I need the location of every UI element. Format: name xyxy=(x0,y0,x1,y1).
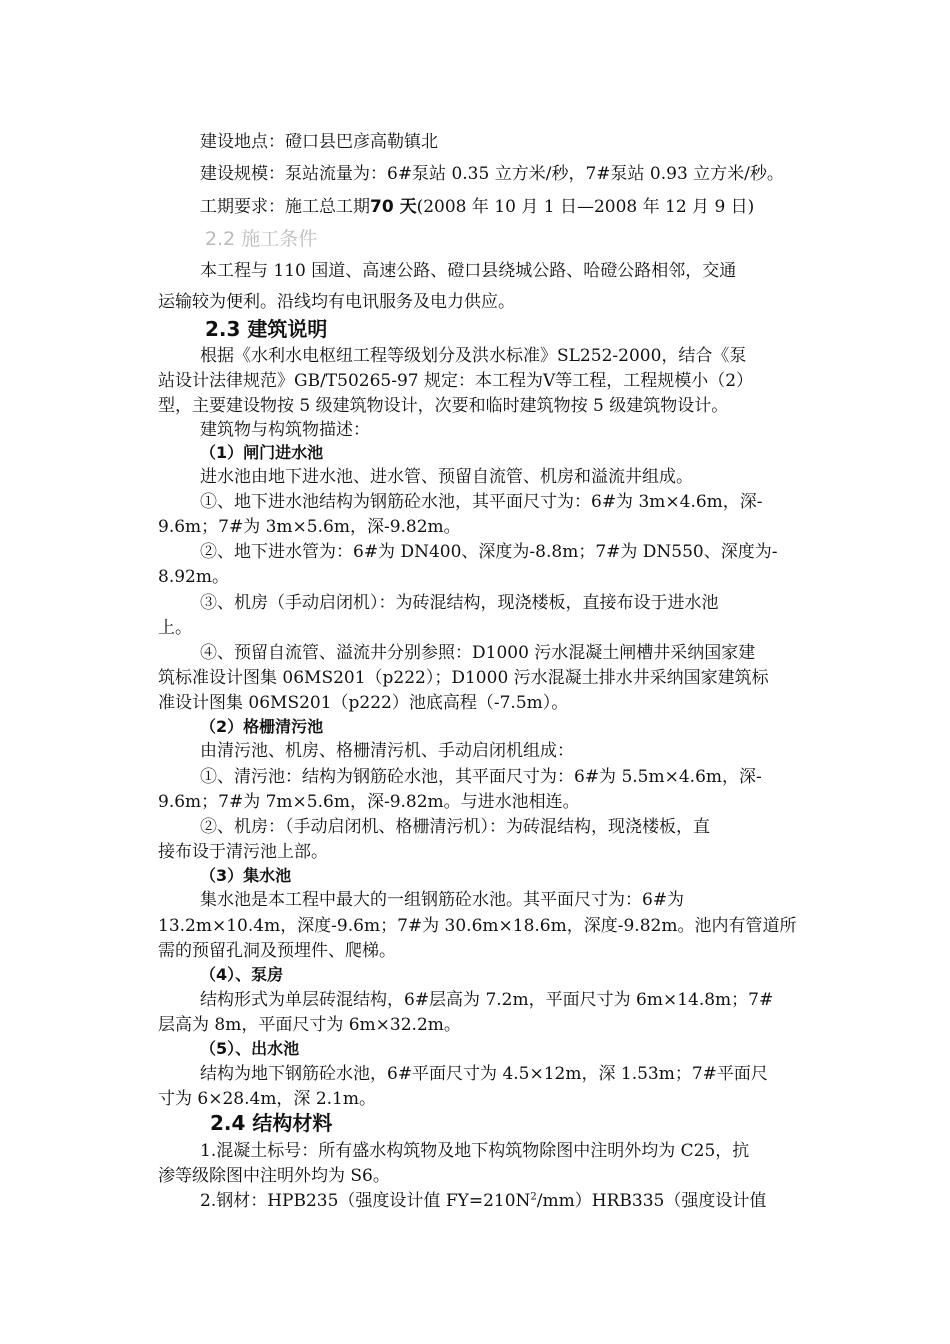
paragraph-line: ①、清污池：结构为钢筋砼水池，其平面尺寸为：6#为 5.5m×4.6m，深- xyxy=(200,767,762,787)
paragraph-line: 渗等级除图中注明外均为 S6。 xyxy=(158,1166,390,1186)
period-label: 工期要求： xyxy=(200,197,285,217)
paragraph-line: 准设计图集 06MS201（p222）池底高程（-7.5m）。 xyxy=(158,693,569,713)
paragraph-line: 结构形式为单层砖混结构，6#层高为 7.2m，平面尺寸为 6m×14.8m；7# xyxy=(200,990,774,1010)
period-days: 70 天 xyxy=(370,197,417,217)
scale-line xyxy=(200,163,784,185)
paragraph-line: 需的预留孔洞及预埋件、爬梯。 xyxy=(158,941,396,961)
section-2-3-title: 2.3 建筑说明 xyxy=(205,317,328,341)
subsection-5-title: （5）、出水池 xyxy=(200,1039,300,1058)
subsection-1-title: （1）闸门进水池 xyxy=(200,443,324,462)
location-value: 磴口县巴彦高勒镇北 xyxy=(285,132,438,152)
steel-suffix: /mm）HRB335（强度设计值 xyxy=(536,1191,767,1211)
paragraph-line: 13.2m×10.4m，深度-9.6m；7#为 30.6m×18.6m，深度-9.82m。池内有管道所 xyxy=(158,916,797,936)
paragraph-line: 型，主要建设物按 5 级建筑物设计，次要和临时建筑物按 5 级建筑物设计。 xyxy=(158,396,729,416)
scale-value: 泵站流量为：6#泵站 0.35 立方米/秒，7#泵站 0.93 立方米/秒。 xyxy=(285,164,784,184)
paragraph-line: ①、地下进水池结构为钢筋砼水池，其平面尺寸为：6#为 3m×4.6m，深- xyxy=(200,492,763,512)
paragraph-line: 9.6m；7#为 3m×5.6m，深-9.82m。 xyxy=(158,517,461,537)
section-2-2-title: 2.2 施工条件 xyxy=(205,228,318,250)
paragraph-line: 9.6m；7#为 7m×5.6m，深-9.82m。与进水池相连。 xyxy=(158,792,580,812)
steel-prefix: 2.钢材：HPB235（强度设计值 FY=210N xyxy=(200,1191,531,1211)
subsection-2-title: （2）格栅清污池 xyxy=(200,717,324,736)
paragraph-line: 寸为 6×28.4m，深 2.1m。 xyxy=(158,1089,376,1109)
paragraph-line: 集水池是本工程中最大的一组钢筋砼水池。其平面尺寸为：6#为 xyxy=(200,890,685,910)
paragraph-line: 结构为地下钢筋砼水池，6#平面尺寸为 4.5×12m，深 1.53m；7#平面尺 xyxy=(200,1064,768,1084)
paragraph-line: 本工程与 110 国道、高速公路、磴口县绕城公路、哈磴公路相邻，交通 xyxy=(200,261,737,281)
section-2-4-title: 2.4 结构材料 xyxy=(210,1111,333,1135)
paragraph-line: 1.混凝土标号：所有盛水构筑物及地下构筑物除图中注明外均为 C25，抗 xyxy=(200,1141,750,1161)
location-line xyxy=(200,131,438,153)
period-suffix: (2008 年 10 月 1 日—2008 年 12 月 9 日) xyxy=(416,197,755,217)
subsection-4-title: （4）、泵房 xyxy=(200,965,284,984)
paragraph-line: 站设计法律规范》GB/T50265-97 规定：本工程为Ⅴ等工程，工程规模小（2） xyxy=(158,371,754,391)
paragraph-line: ②、机房：（手动启闭机、格栅清污机）：为砖混结构，现浇楼板，直 xyxy=(200,817,710,837)
steel-line xyxy=(200,1190,766,1212)
paragraph-line: ②、地下进水管为：6#为 DN400、深度为-8.8m；7#为 DN550、深度为- xyxy=(200,542,778,562)
paragraph-line: 根据《水利水电枢纽工程等级划分及洪水标准》SL252-2000，结合《泵 xyxy=(200,346,747,366)
paragraph-line: 层高为 8m，平面尺寸为 6m×32.2m。 xyxy=(158,1015,461,1035)
location-label: 建设地点： xyxy=(200,132,285,152)
paragraph-line: ③、机房（手动启闭机）：为砖混结构，现浇楼板，直接布设于进水池 xyxy=(200,593,719,613)
scale-label: 建设规模： xyxy=(200,164,285,184)
period-line xyxy=(200,196,754,218)
paragraph-line: 8.92m。 xyxy=(158,567,229,587)
period-prefix: 施工总工期 xyxy=(285,197,370,217)
subsection-3-title: （3）集水池 xyxy=(200,866,292,885)
paragraph-line: 接布设于清污池上部。 xyxy=(158,842,328,862)
superscript: 2 xyxy=(530,1191,537,1203)
paragraph-line: ④、预留自流管、溢流井分别参照：D1000 污水混凝土闸槽井采纳国家建 xyxy=(200,643,756,663)
paragraph-line: 建筑物与构筑物描述： xyxy=(200,420,370,440)
paragraph-line: 运输较为便利。沿线均有电讯服务及电力供应。 xyxy=(158,292,515,312)
paragraph-line: 进水池由地下进水池、进水管、预留自流管、机房和溢流井组成。 xyxy=(200,467,693,487)
paragraph-line: 由清污池、机房、格栅清污机、手动启闭机组成： xyxy=(200,741,574,761)
paragraph-line: 筑标准设计图集 06MS201（p222）；D1000 污水混凝土排水井采纳国家建筑标 xyxy=(158,668,769,688)
paragraph-line: 上。 xyxy=(158,618,192,638)
